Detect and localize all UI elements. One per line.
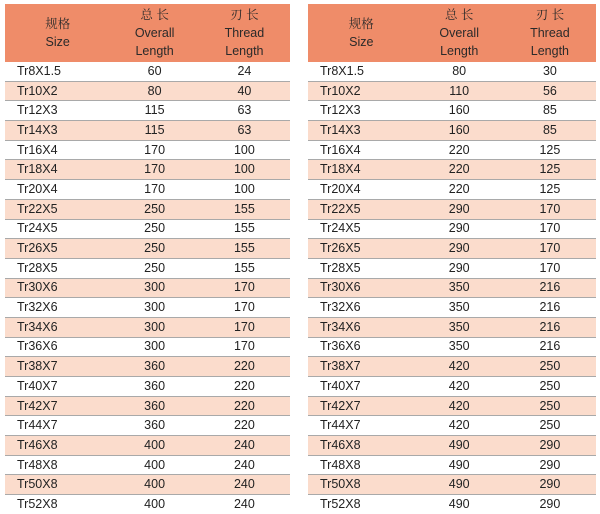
cell-size: Tr18X4 [5,160,110,180]
cell-overall-length: 300 [110,317,198,337]
cell-overall-length: 350 [415,337,504,357]
cell-thread-length: 170 [199,317,290,337]
cell-thread-length: 170 [199,278,290,298]
cell-thread-length: 290 [504,495,596,514]
table-row [308,62,596,81]
cell-overall-length: 290 [415,219,504,239]
cell-thread-length: 250 [504,357,596,377]
cell-size: Tr14X3 [308,121,415,141]
cell-overall-length: 250 [110,219,198,239]
header-overall-en2: Length [440,44,479,58]
header-size-cn: 规格 [45,17,71,31]
cell-size: Tr42X7 [5,396,110,416]
cell-size: Tr10X2 [308,81,415,101]
table-row [5,337,290,357]
table-row [308,258,596,278]
cell-overall-length: 400 [110,495,198,514]
cell-thread-length: 240 [199,436,290,456]
cell-overall-length: 350 [415,278,504,298]
cell-size: Tr24X5 [5,219,110,239]
cell-overall-length: 420 [415,396,504,416]
cell-thread-length: 220 [199,396,290,416]
table-row [5,81,290,101]
cell-size: Tr40X7 [5,377,110,397]
header-row [308,4,596,62]
cell-size: Tr20X4 [308,180,415,200]
cell-thread-length: 220 [199,357,290,377]
cell-overall-length: 350 [415,298,504,318]
table-row [5,298,290,318]
cell-thread-length: 30 [504,62,596,81]
cell-size: Tr38X7 [308,357,415,377]
table-row [308,219,596,239]
cell-size: Tr34X6 [5,317,110,337]
cell-overall-length: 360 [110,396,198,416]
header-thread-en2: Length [225,44,264,58]
cell-overall-length: 115 [110,101,198,121]
cell-size: Tr46X8 [5,436,110,456]
cell-size: Tr18X4 [308,160,415,180]
table-body-left [5,62,290,514]
cell-size: Tr44X7 [308,416,415,436]
header-overall-en1: Overall [134,26,175,40]
table-row [308,81,596,101]
cell-overall-length: 170 [110,160,198,180]
cell-overall-length: 250 [110,258,198,278]
table-row [308,298,596,318]
cell-overall-length: 300 [110,337,198,357]
cell-thread-length: 63 [199,121,290,141]
cell-overall-length: 170 [110,180,198,200]
cell-size: Tr44X7 [5,416,110,436]
cell-size: Tr8X1.5 [5,62,110,81]
cell-thread-length: 155 [199,199,290,219]
table-row [308,396,596,416]
header-overall-length [415,4,504,62]
header-overall-cn: 总 长 [444,8,474,22]
cell-size: Tr34X6 [308,317,415,337]
cell-thread-length: 290 [504,475,596,495]
table-row [308,455,596,475]
cell-overall-length: 350 [415,317,504,337]
cell-thread-length: 100 [199,180,290,200]
table-row [5,377,290,397]
header-size [5,4,110,62]
cell-overall-length: 110 [415,81,504,101]
table-row [308,377,596,397]
table-row [308,436,596,456]
cell-overall-length: 250 [110,239,198,259]
table-row [5,219,290,239]
spec-table-left [5,4,290,514]
table-row [5,101,290,121]
cell-size: Tr22X5 [5,199,110,219]
cell-thread-length: 240 [199,495,290,514]
cell-thread-length: 250 [504,416,596,436]
header-size [308,4,415,62]
cell-overall-length: 170 [110,140,198,160]
cell-size: Tr24X5 [308,219,415,239]
cell-thread-length: 155 [199,239,290,259]
table-row [5,416,290,436]
table-row [308,278,596,298]
cell-size: Tr32X6 [5,298,110,318]
header-overall-cn: 总 长 [140,8,169,22]
header-thread-en1: Thread [224,26,265,40]
cell-size: Tr48X8 [5,455,110,475]
cell-overall-length: 60 [110,62,198,81]
cell-size: Tr12X3 [5,101,110,121]
cell-thread-length: 240 [199,475,290,495]
table-body-right [308,62,596,514]
cell-thread-length: 170 [504,239,596,259]
cell-thread-length: 170 [199,298,290,318]
cell-size: Tr26X5 [5,239,110,259]
table-row [5,475,290,495]
header-thread-length [199,4,290,62]
cell-overall-length: 220 [415,140,504,160]
cell-overall-length: 490 [415,475,504,495]
table-row [5,317,290,337]
cell-thread-length: 56 [504,81,596,101]
table-row [308,199,596,219]
cell-thread-length: 216 [504,337,596,357]
cell-size: Tr16X4 [5,140,110,160]
cell-overall-length: 420 [415,416,504,436]
table-row [5,396,290,416]
header-thread-en2: Length [530,44,570,58]
cell-thread-length: 85 [504,121,596,141]
cell-overall-length: 80 [415,62,504,81]
cell-thread-length: 170 [199,337,290,357]
header-thread-cn: 刃 长 [535,8,565,22]
table-row [5,278,290,298]
cell-overall-length: 490 [415,495,504,514]
cell-thread-length: 155 [199,219,290,239]
table-row [308,357,596,377]
cell-size: Tr50X8 [308,475,415,495]
cell-overall-length: 160 [415,121,504,141]
table-row [308,121,596,141]
cell-thread-length: 100 [199,160,290,180]
header-row [5,4,290,62]
table-row [308,416,596,436]
cell-overall-length: 115 [110,121,198,141]
cell-thread-length: 250 [504,396,596,416]
table-row [5,239,290,259]
cell-overall-length: 400 [110,475,198,495]
table-row [5,258,290,278]
cell-size: Tr52X8 [308,495,415,514]
header-overall-en1: Overall [439,26,479,40]
cell-overall-length: 420 [415,377,504,397]
cell-overall-length: 80 [110,81,198,101]
cell-thread-length: 155 [199,258,290,278]
cell-overall-length: 490 [415,455,504,475]
table-row [5,455,290,475]
cell-size: Tr40X7 [308,377,415,397]
header-overall-en2: Length [135,44,174,58]
cell-thread-length: 216 [504,278,596,298]
cell-size: Tr50X8 [5,475,110,495]
cell-thread-length: 100 [199,140,290,160]
table-row [5,62,290,81]
cell-overall-length: 420 [415,357,504,377]
cell-size: Tr38X7 [5,357,110,377]
header-thread-length [504,4,596,62]
cell-thread-length: 125 [504,180,596,200]
cell-size: Tr14X3 [5,121,110,141]
cell-overall-length: 290 [415,199,504,219]
cell-thread-length: 250 [504,377,596,397]
cell-thread-length: 170 [504,199,596,219]
cell-size: Tr36X6 [5,337,110,357]
cell-size: Tr26X5 [308,239,415,259]
table-row [308,239,596,259]
header-thread-cn: 刃 长 [230,8,259,22]
cell-size: Tr52X8 [5,495,110,514]
table-row [308,317,596,337]
cell-thread-length: 170 [504,258,596,278]
cell-size: Tr20X4 [5,180,110,200]
cell-thread-length: 24 [199,62,290,81]
cell-thread-length: 63 [199,101,290,121]
cell-overall-length: 220 [415,160,504,180]
table-row [5,180,290,200]
cell-thread-length: 170 [504,219,596,239]
cell-thread-length: 216 [504,317,596,337]
cell-thread-length: 125 [504,140,596,160]
cell-thread-length: 125 [504,160,596,180]
cell-overall-length: 250 [110,199,198,219]
cell-overall-length: 300 [110,298,198,318]
cell-size: Tr36X6 [308,337,415,357]
header-size-en: Size [349,35,374,49]
table-row [308,475,596,495]
cell-thread-length: 85 [504,101,596,121]
cell-overall-length: 300 [110,278,198,298]
cell-overall-length: 160 [415,101,504,121]
spec-table-right [308,4,596,514]
header-size-en: Size [45,35,70,49]
cell-thread-length: 216 [504,298,596,318]
table-row [308,180,596,200]
table-row [5,436,290,456]
table-row [5,357,290,377]
cell-thread-length: 220 [199,377,290,397]
cell-thread-length: 290 [504,436,596,456]
cell-overall-length: 400 [110,436,198,456]
cell-size: Tr16X4 [308,140,415,160]
cell-overall-length: 290 [415,239,504,259]
table-row [5,140,290,160]
cell-size: Tr22X5 [308,199,415,219]
header-thread-en1: Thread [530,26,570,40]
cell-overall-length: 220 [415,180,504,200]
cell-overall-length: 360 [110,377,198,397]
cell-thread-length: 290 [504,455,596,475]
cell-size: Tr28X5 [308,258,415,278]
table-row [308,160,596,180]
cell-thread-length: 40 [199,81,290,101]
cell-size: Tr46X8 [308,436,415,456]
table-row [308,140,596,160]
cell-thread-length: 240 [199,455,290,475]
cell-size: Tr12X3 [308,101,415,121]
cell-size: Tr32X6 [308,298,415,318]
cell-overall-length: 360 [110,357,198,377]
cell-size: Tr8X1.5 [308,62,415,81]
cell-overall-length: 290 [415,258,504,278]
cell-overall-length: 360 [110,416,198,436]
cell-size: Tr28X5 [5,258,110,278]
cell-size: Tr30X6 [5,278,110,298]
table-row [5,199,290,219]
header-size-cn: 规格 [348,17,374,31]
table-row [5,160,290,180]
cell-size: Tr42X7 [308,396,415,416]
table-row [5,121,290,141]
cell-size: Tr30X6 [308,278,415,298]
table-row [308,337,596,357]
cell-size: Tr48X8 [308,455,415,475]
cell-overall-length: 490 [415,436,504,456]
header-overall-length [110,4,198,62]
cell-overall-length: 400 [110,455,198,475]
table-row [308,101,596,121]
cell-thread-length: 220 [199,416,290,436]
cell-size: Tr10X2 [5,81,110,101]
